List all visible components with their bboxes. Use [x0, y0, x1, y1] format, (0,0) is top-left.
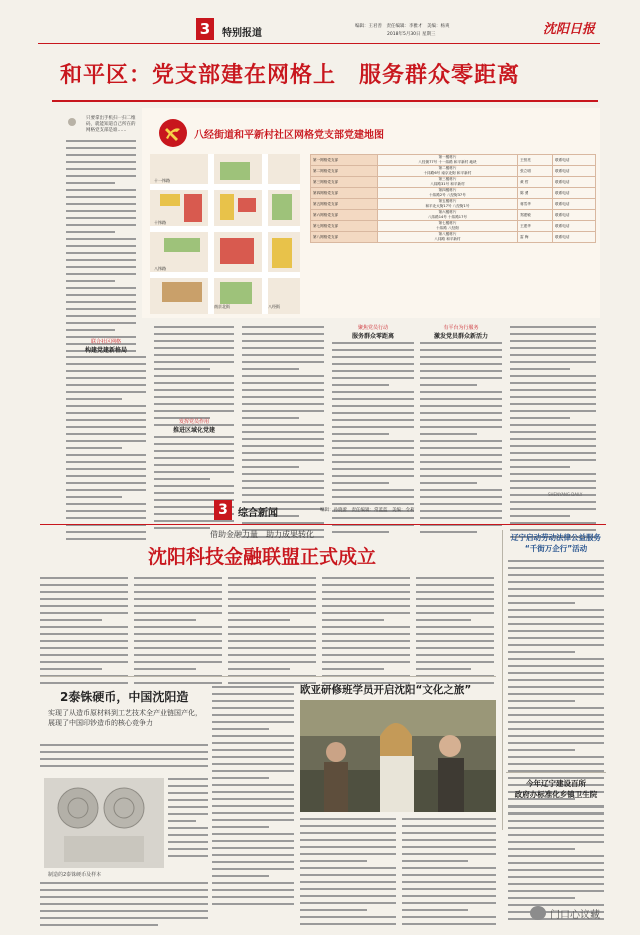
subhead-1-title: 构建党建新格局: [84, 347, 127, 354]
tech-col-5: [416, 577, 494, 689]
branch-name: 第四网格党支部: [311, 188, 378, 199]
page-number-badge-2: 3: [214, 500, 232, 520]
coin-body-col-2: [212, 686, 294, 910]
branch-phone: 联系电话: [553, 210, 596, 221]
branch-phone: 联系电话: [553, 166, 596, 177]
branch-name: 第三网格党支部: [311, 177, 378, 188]
street-label-5: 八经街: [268, 304, 280, 309]
labor-law-line-2: “千街万企行”活动: [524, 544, 588, 553]
branch-phone: 联系电话: [553, 155, 596, 166]
right-column-divider: [502, 530, 503, 830]
branch-row: [311, 221, 596, 232]
subhead-2-title: 推进区域化党建: [172, 427, 215, 434]
lede-ornament: [68, 118, 76, 126]
editors-line-2: 编辑：孙晓蕾 责任编辑：常蓝蓝 美编：令莉: [320, 508, 415, 513]
branch-row: [311, 210, 596, 221]
branch-leader: 陈 勇: [518, 188, 553, 199]
issue-date: 2018年5月30日 星期三: [387, 32, 436, 37]
header-rule-2: [40, 524, 606, 525]
street-label-2: 十纬路: [154, 220, 166, 225]
branch-address: 第八楼栋片 八纬路 和平新村: [377, 232, 517, 243]
coin-top-rule: [40, 676, 496, 677]
party-emblem-icon: [158, 118, 188, 148]
branch-phone: 联系电话: [553, 232, 596, 243]
branch-address: 第六楼栋片 八纬路14号 十纬路17号: [377, 210, 517, 221]
coin-caption: 制造的2泰铢硬币及样本: [48, 872, 102, 878]
branch-address: 第七楼栋片 十纬路 八经街: [377, 221, 517, 232]
branch-name: 第七网格党支部: [311, 221, 378, 232]
clinic-line-1: 今年辽宁建设百所: [526, 779, 586, 788]
tech-kicker: 借助金融力量 助力成果转化: [210, 530, 314, 539]
subhead-2: [154, 418, 234, 434]
party-map-panel: [142, 108, 600, 318]
subhead-3-kicker: 聚焦党员行动: [357, 325, 388, 331]
branch-row: [311, 232, 596, 243]
clinic-line-2: 政府办标准化乡镇卫生院: [514, 790, 598, 799]
lede-body: [66, 140, 136, 357]
tech-col-3: [228, 577, 316, 689]
subhead-1-kicker: 联合社区网格: [90, 339, 121, 345]
watermark: [530, 900, 628, 926]
euro-col-1: [300, 818, 396, 930]
branch-address: 第五楼栋片 和平北大街17号 八经街1号: [377, 199, 517, 210]
euro-photo: [300, 700, 496, 812]
masthead-logo: 沈阳日报: [543, 22, 596, 37]
section-title: 特别报道: [222, 28, 262, 39]
tech-col-4: [322, 577, 410, 689]
headline-main: 党支部建在网格上 服务群众零距离: [152, 63, 521, 88]
euro-col-2: [402, 818, 496, 930]
headline-rule: [52, 100, 598, 102]
editors-line: 编辑：王君善 责任编辑：李雅才 美编：杨爽: [355, 24, 450, 29]
branch-phone: 联系电话: [553, 221, 596, 232]
coin-body: [40, 882, 208, 931]
header-rule: [38, 43, 600, 44]
branch-address: 第三楼栋片 八纬路31号 和平新村: [377, 177, 517, 188]
coin-photo: [44, 778, 164, 868]
clinic-rule: [506, 772, 606, 773]
street-label-3: 八纬路: [154, 266, 166, 271]
branch-name: 第八网格党支部: [311, 232, 378, 243]
column-6-text: [510, 326, 596, 543]
subhead-1: [66, 338, 146, 354]
tech-col-1: [40, 577, 128, 689]
branch-phone: 联系电话: [553, 177, 596, 188]
branch-leader: 蒋雪华: [518, 199, 553, 210]
street-label-1: 十一纬路: [154, 178, 170, 183]
clinic-headline: [506, 778, 606, 800]
street-label-4: 南京北街: [214, 304, 230, 309]
tech-headline: 沈阳科技金融联盟正式成立: [147, 546, 376, 568]
coin-headline: 2泰铢硬币，中国沈阳造: [60, 690, 189, 704]
subhead-4-kicker: 有平台为行服务: [443, 325, 479, 331]
watermark-text: 门口心议藏: [550, 909, 600, 921]
footer-english: SHENYANG DAILY: [548, 492, 583, 497]
labor-law-line-1: 辽宁启动劳动法律公益服务: [511, 533, 601, 542]
branch-row: [311, 166, 596, 177]
branch-phone: 联系电话: [553, 188, 596, 199]
main-headline: [60, 58, 520, 89]
labor-law-headline: [506, 532, 606, 554]
branch-leader: 王建华: [518, 221, 553, 232]
branch-leader: 黄 哲: [518, 177, 553, 188]
coin-subhead: 实现了从造币原材料到工艺技术全产业链国产化，展现了中国印钞造币的核心竞争力: [48, 709, 202, 727]
map-title: 八经街道和平新村社区网格党支部党建地图: [194, 130, 384, 141]
section-title-2: 综合新闻: [238, 508, 278, 519]
branch-leader: 雷 梅: [518, 232, 553, 243]
branch-name: 第五网格党支部: [311, 199, 378, 210]
branch-table: [310, 154, 596, 243]
lede-paragraph: 只要拿出手机扫一扫二维码，就能知道自己所在的网格党支部是谁……: [86, 116, 136, 133]
page-number-badge: 3: [196, 18, 214, 40]
branch-address: 第二楼栋片 十纬路6号 南京北街 和平新村: [377, 166, 517, 177]
subhead-4-title: 激发党员群众新活力: [433, 333, 488, 340]
branch-name: 第二网格党支部: [311, 166, 378, 177]
headline-prefix: 和平区：: [60, 63, 153, 88]
wechat-icon: [530, 906, 546, 920]
branch-phone: 联系电话: [553, 199, 596, 210]
subhead-3: [332, 324, 414, 340]
branch-name: 第六网格党支部: [311, 210, 378, 221]
column-5-text: [420, 342, 502, 538]
branch-name: 第一网格党支部: [311, 155, 378, 166]
branch-row: [311, 155, 596, 166]
branch-leader: 张立明: [518, 166, 553, 177]
tech-col-2: [134, 577, 222, 689]
grid-map: [150, 154, 300, 314]
branch-leader: 郑建敏: [518, 210, 553, 221]
branch-leader: 王恒亮: [518, 155, 553, 166]
branch-row: [311, 177, 596, 188]
subhead-2-kicker: 发挥党员作用: [178, 419, 209, 425]
euro-headline: 欧亚研修班学员开启沈阳“文化之旅”: [300, 684, 472, 696]
branch-address: 第四楼栋片 十纬路2号 八经街37号: [377, 188, 517, 199]
branch-row: [311, 199, 596, 210]
subhead-3-title: 服务群众零距离: [351, 333, 394, 340]
subhead-4: [420, 324, 502, 340]
coin-side-text: [168, 778, 208, 862]
branch-row: [311, 188, 596, 199]
branch-address: 第一楼栋片 八经街77号 十一纬路 和平新村 地块: [377, 155, 517, 166]
coin-lede: [40, 744, 208, 772]
column-1-text: [66, 356, 146, 545]
column-2-text-top: [154, 326, 234, 431]
